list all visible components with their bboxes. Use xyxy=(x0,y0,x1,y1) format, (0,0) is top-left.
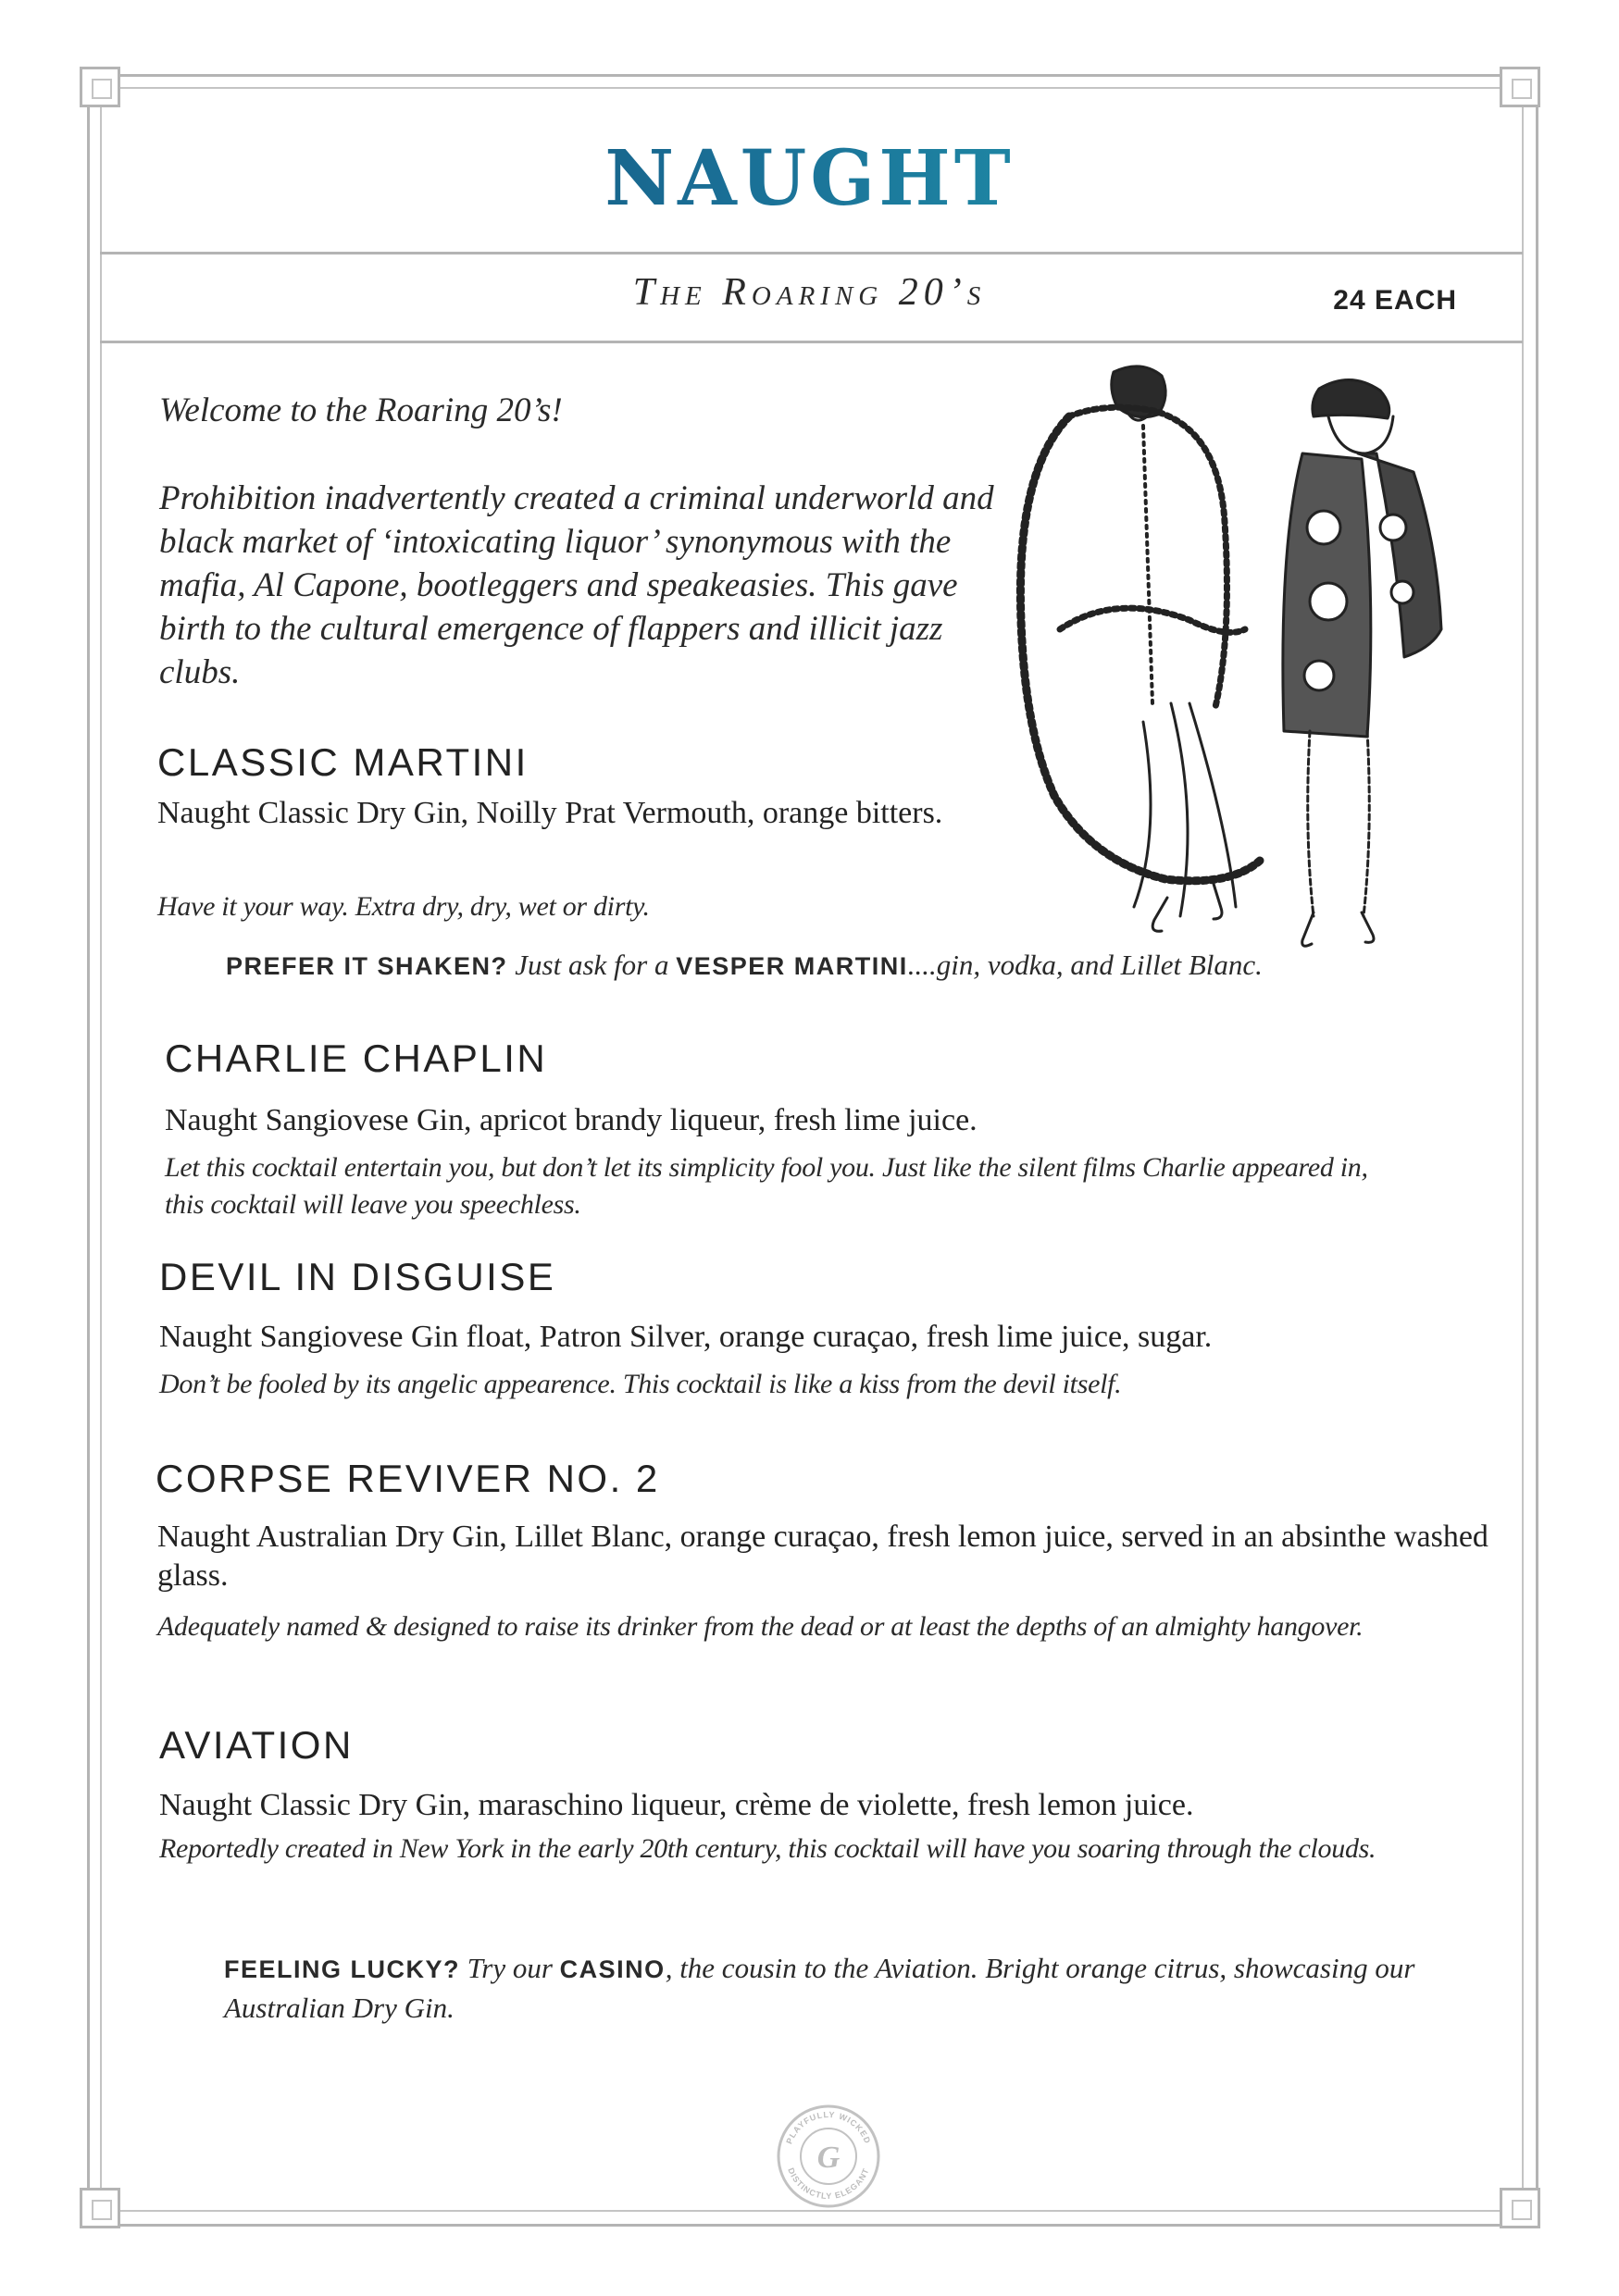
tip-lead: PREFER IT SHAKEN? xyxy=(226,952,508,980)
cocktail-name: AVIATION xyxy=(159,1723,354,1767)
cocktail-name: CHARLIE CHAPLIN xyxy=(165,1036,548,1080)
tip-text: Try our xyxy=(460,1952,560,1984)
frame-corner-ornament xyxy=(1500,2188,1540,2228)
cocktail-ingredients: Naught Classic Dry Gin, Noilly Prat Vermouth, orange bitters. xyxy=(157,796,943,830)
cocktail-ingredients: Naught Classic Dry Gin, maraschino liqueur, crème de violette, fresh lemon juice. xyxy=(159,1788,1194,1822)
cocktail-note: Have it your way. Extra dry, dry, wet or dirty. xyxy=(157,891,650,922)
cocktail-name: CLASSIC MARTINI xyxy=(157,740,529,784)
seal-monogram: G xyxy=(816,2141,841,2175)
cocktail-ingredients: Naught Sangiovese Gin, apricot brandy liqueur, fresh lime juice. xyxy=(165,1103,978,1137)
cocktail-note: Don’t be fooled by its angelic appearence. This cocktail is like a kiss from the devil itself. xyxy=(159,1369,1122,1399)
intro-paragraph: Prohibition inadvertently created a criminal underworld and black market of ‘intoxicating liquor’ synonymous with the mafia, Al Capone, bootleggers and speakeasies. This gave birth to the cultural emergence of flappers and illicit jazz clubs. xyxy=(159,479,994,691)
cocktail-note: Reportedly created in New York in the early 20th century, this cocktail will have you soaring through the clouds. xyxy=(159,1833,1376,1864)
seal-top-text: PLAYFULLY WICKED xyxy=(784,2109,873,2146)
brand-seal-icon xyxy=(773,2101,884,2212)
frame-corner-ornament xyxy=(1500,67,1540,107)
price-label: 24 EACH xyxy=(1333,285,1457,316)
cocktail-name: CORPSE REVIVER NO. 2 xyxy=(156,1457,660,1500)
cocktail-name: DEVIL IN DISGUISE xyxy=(159,1255,556,1298)
cocktail-note: Adequately named & designed to raise its drinker from the dead or at least the depths of an almighty hangover. xyxy=(157,1611,1364,1642)
header-divider-bottom xyxy=(100,341,1523,343)
menu-subtitle: The Roaring 20’s xyxy=(632,271,987,314)
tip-lucky xyxy=(224,1949,1427,2028)
flapper-women-illustration-icon xyxy=(1004,352,1486,962)
tip-text: Just ask for a xyxy=(507,949,677,981)
cocktail-ingredients: Naught Australian Dry Gin, Lillet Blanc, orange curaçao, fresh lemon juice, served in an absinthe washed glass. xyxy=(157,1520,1488,1593)
intro-welcome: Welcome to the Roaring 20’s! xyxy=(159,391,563,429)
cocktail-note: Let this cocktail entertain you, but don’t let its simplicity fool you. Just like the silent films Charlie appeared in, this cocktail will leave you speechless. xyxy=(165,1152,1368,1220)
header-divider-top xyxy=(100,252,1523,254)
tip-text: , the cousin to the Aviation. Bright orange citrus, showcasing our Australian Dry Gin. xyxy=(224,1952,1415,2024)
tip-text: ....gin, vodka, and Lillet Blanc. xyxy=(907,949,1263,981)
cocktail-ingredients: Naught Sangiovese Gin float, Patron Silver, orange curaçao, fresh lime juice, sugar. xyxy=(159,1320,1213,1354)
frame-corner-ornament xyxy=(80,67,120,107)
tip-shaken xyxy=(226,946,1448,986)
tip-lead: FEELING LUCKY? xyxy=(224,1955,460,1983)
intro-section xyxy=(159,389,1011,738)
frame-corner-ornament xyxy=(80,2188,120,2228)
tip-highlight: VESPER MARTINI xyxy=(676,952,908,980)
tip-highlight: CASINO xyxy=(559,1955,666,1983)
brand-logo-text: NAUGHT xyxy=(0,134,1619,223)
seal-bottom-text: DISTINCTLY ELEGANT xyxy=(786,2166,871,2202)
